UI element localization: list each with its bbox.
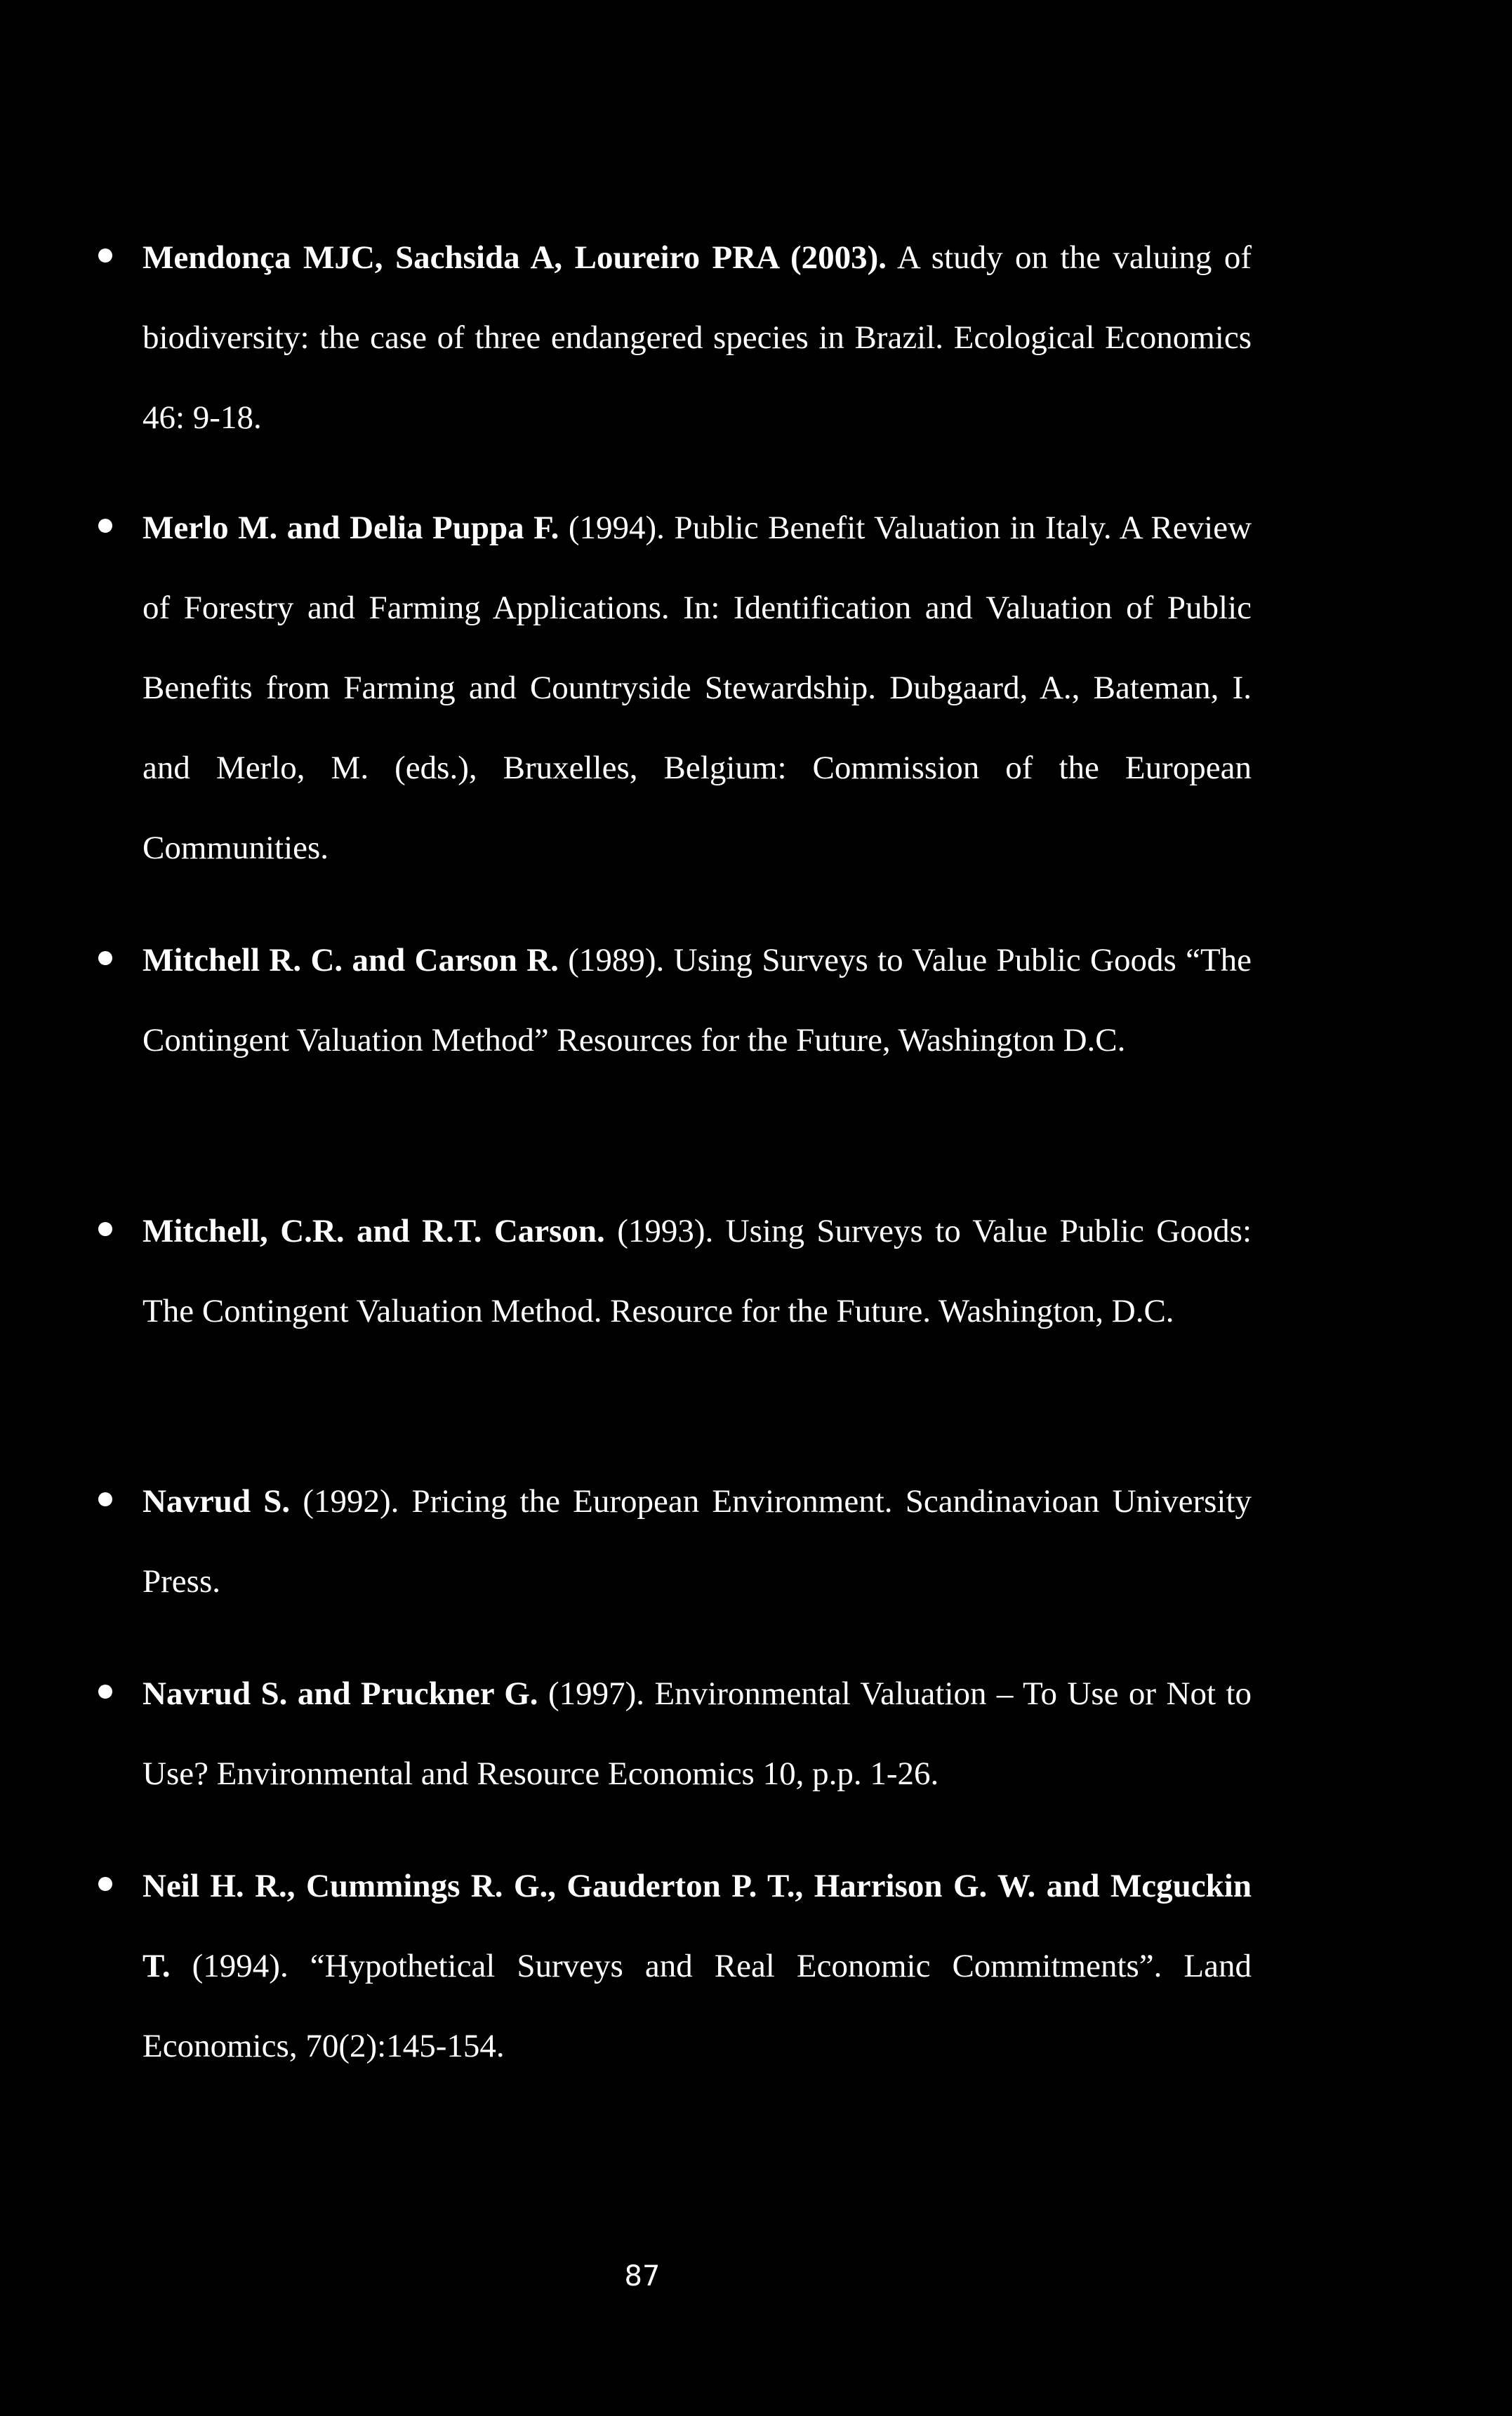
bullet-icon bbox=[98, 1492, 112, 1506]
reference-text: A study on the valuing of biodiversity: the case of three endangered species in Brazil. Ecological Economics 46: 9-18. bbox=[142, 239, 1252, 436]
reference-year: (1997). bbox=[548, 1675, 645, 1712]
bullet-icon bbox=[98, 1685, 112, 1699]
reference-item bbox=[142, 1846, 1252, 2086]
reference-item bbox=[142, 218, 1252, 458]
reference-text: Public Benefit Valuation in Italy. A Review of Forestry and Farming Applications. In: Identification and Valuation of Public Benefits from Farming and Countryside Stewardship. Dubgaard, A., Bateman, I. and Merlo, M. (eds.), Bruxelles, Belgium: Commission of the European Communities. bbox=[142, 510, 1252, 866]
bullet-icon bbox=[98, 519, 112, 533]
reference-authors: Navrud S. bbox=[142, 1483, 291, 1520]
reference-authors: Mitchell, C.R. and R.T. Carson. bbox=[142, 1213, 605, 1249]
reference-item bbox=[142, 488, 1252, 888]
reference-item bbox=[142, 1654, 1252, 1814]
reference-authors: Merlo M. and Delia Puppa F. bbox=[142, 510, 559, 546]
reference-authors: Neil H. R., Cummings R. G., Gauderton P. T., Harrison G. W. and Mcguckin T. bbox=[142, 1868, 1252, 1984]
reference-year: (1993). bbox=[617, 1213, 714, 1249]
reference-item bbox=[142, 920, 1252, 1080]
reference-item bbox=[142, 1191, 1252, 1351]
reference-year: (1989). bbox=[568, 942, 665, 978]
reference-authors: Navrud S. and Pruckner G. bbox=[142, 1675, 538, 1712]
bullet-icon bbox=[98, 951, 112, 965]
reference-text: “Hypothetical Surveys and Real Economic Commitments”. Land Economics, 70(2):145-154. bbox=[142, 1948, 1252, 2064]
reference-authors: Mitchell R. C. and Carson R. bbox=[142, 942, 559, 978]
reference-text: Using Surveys to Value Public Goods: The Contingent Valuation Method. Resource for the Future. Washington, D.C. bbox=[142, 1213, 1252, 1329]
reference-text: Pricing the European Environment. Scandinavioan University Press. bbox=[142, 1483, 1252, 1600]
reference-year: (1994). bbox=[568, 510, 665, 546]
reference-year: (1992). bbox=[303, 1483, 399, 1520]
bullet-icon bbox=[98, 248, 112, 263]
page-number: 87 bbox=[624, 2260, 661, 2292]
reference-text: Environmental Valuation – To Use or Not to Use? Environmental and Resource Economics 10, p.p. 1-26. bbox=[142, 1675, 1252, 1792]
reference-item bbox=[142, 1461, 1252, 1621]
reference-authors: Mendonça MJC, Sachsida A, Loureiro PRA (2003). bbox=[142, 239, 887, 276]
bullet-icon bbox=[98, 1222, 112, 1236]
reference-text: Using Surveys to Value Public Goods “The Contingent Valuation Method” Resources for the Future, Washington D.C. bbox=[142, 942, 1252, 1058]
bullet-icon bbox=[98, 1877, 112, 1891]
reference-year: (1994). bbox=[192, 1948, 289, 1984]
